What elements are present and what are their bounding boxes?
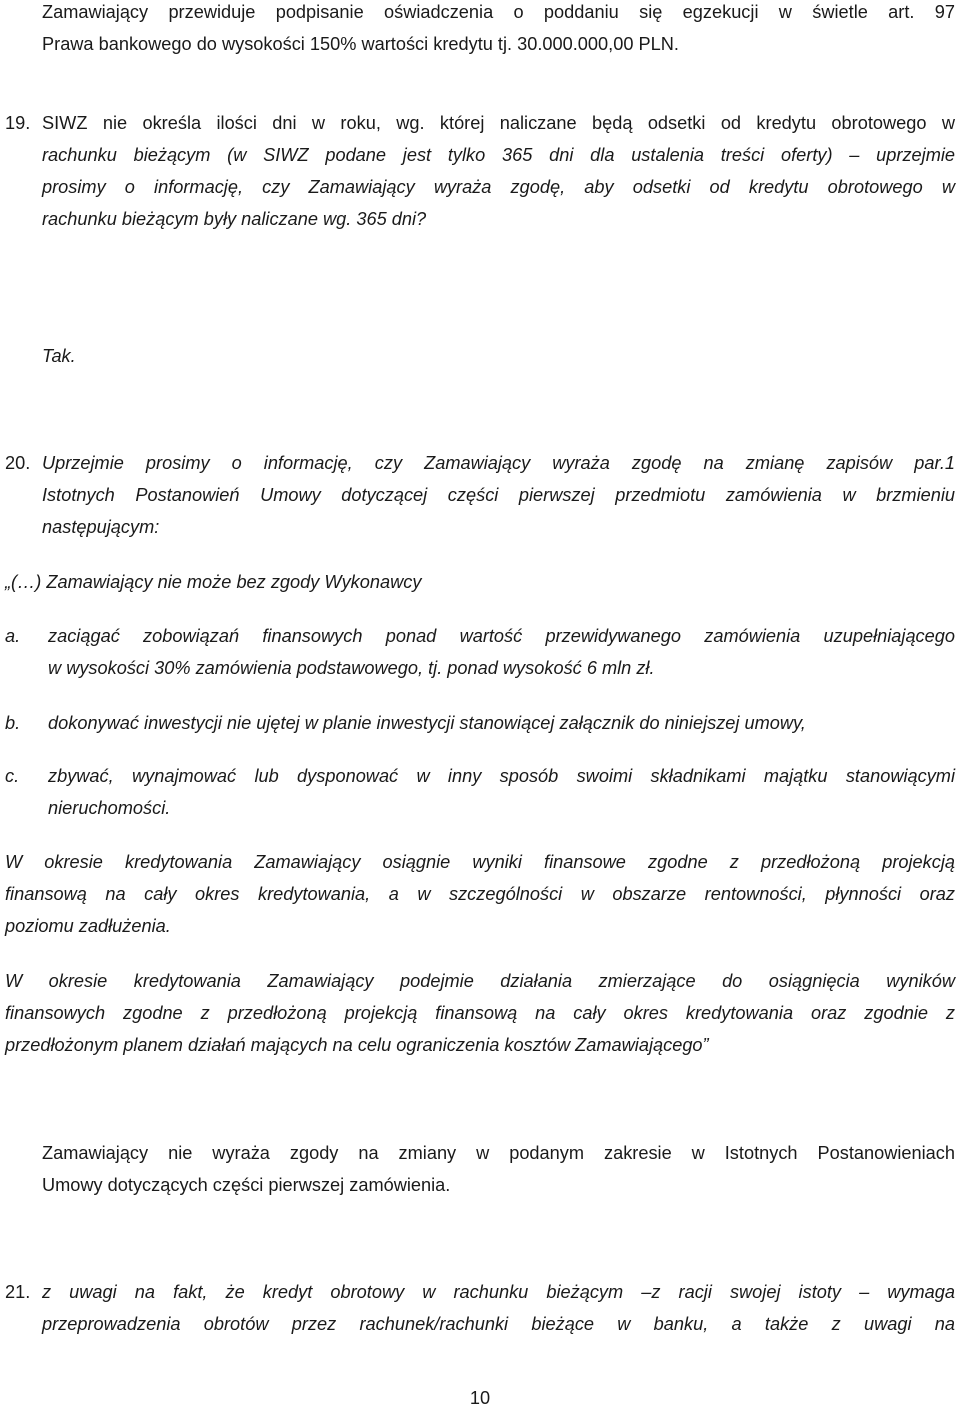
intro-line-2: Prawa bankowego do wysokości 150% wartości kredytu tj. 30.000.000,00 PLN. <box>42 34 679 54</box>
question-19-text <box>42 107 955 235</box>
question-19-line-4: rachunku bieżącym były naliczane wg. 365 dni? <box>42 209 427 229</box>
item-a-label: a. <box>5 626 21 646</box>
quote-paragraph-1 <box>5 846 955 942</box>
question-19-number: 19. <box>5 113 31 133</box>
question-19-line-2: rachunku bieżącym (w SIWZ podane jest tylko 365 dni dla ustalenia treści oferty) – uprzejmie <box>42 145 955 165</box>
item-a-line-1: zaciągać zobowiązań finansowych ponad wartość przewidywanego zamówienia uzupełniającego <box>48 626 955 646</box>
item-b-label: b. <box>5 713 21 733</box>
quote-paragraph-2-line-3: przedłożonym planem działań mających na celu ograniczenia kosztów Zamawiającego” <box>5 1035 709 1055</box>
quote-intro: „(…) Zamawiający nie może bez zgody Wykonawcy <box>5 572 422 592</box>
question-20-line-1: Uprzejmie prosimy o informację, czy Zamawiający wyraża zgodę na zmianę zapisów par.1 <box>42 453 955 473</box>
quote-paragraph-2 <box>5 965 955 1061</box>
question-20-line-2: Istotnych Postanowień Umowy dotyczącej części pierwszej przedmiotu zamówienia w brzmieniu <box>42 485 955 505</box>
quote-paragraph-2-line-1: W okresie kredytowania Zamawiający podejmie działania zmierzające do osiągnięcia wyników <box>5 971 955 991</box>
question-21-line-1: z uwagi na fakt, że kredyt obrotowy w rachunku bieżącym –z racji swojej istoty – wymaga <box>42 1282 955 1302</box>
question-19-line-1: SIWZ nie określa ilości dni w roku, wg. której naliczane będą odsetki od kredytu obrotowego w <box>42 113 955 133</box>
item-c-label: c. <box>5 766 20 786</box>
question-20-answer <box>42 1137 955 1201</box>
question-19-line-3: prosimy o informację, czy Zamawiający wyraża zgodę, aby odsetki od kredytu obrotowego w <box>42 177 955 197</box>
question-20-answer-line-1: Zamawiający nie wyraża zgody na zmiany w podanym zakresie w Istotnych Postanowieniach <box>42 1143 955 1163</box>
intro-line-1: Zamawiający przewiduje podpisanie oświadczenia o poddaniu się egzekucji w świetle art. 97 <box>42 2 955 22</box>
item-a-text <box>48 620 955 684</box>
quote-paragraph-2-line-2: finansowych zgodne z przedłożoną projekcją finansową na cały okres kredytowania oraz zgodnie z <box>5 1003 955 1023</box>
question-21-number: 21. <box>5 1282 31 1302</box>
item-a-line-2: w wysokości 30% zamówienia podstawowego, tj. ponad wysokość 6 mln zł. <box>48 658 655 678</box>
item-b-text <box>48 707 955 739</box>
quote-paragraph-1-line-3: poziomu zadłużenia. <box>5 916 171 936</box>
question-20-number: 20. <box>5 453 31 473</box>
item-b-line-1: dokonywać inwestycji nie ujętej w planie inwestycji stanowiącej załącznik do niniejszej umowy, <box>48 713 806 733</box>
question-19-answer: Tak. <box>42 346 76 366</box>
question-20-line-3: następującym: <box>42 517 160 537</box>
question-21-text <box>42 1276 955 1340</box>
quote-paragraph-1-line-1: W okresie kredytowania Zamawiający osiągnie wyniki finansowe zgodne z przedłożoną projekcją <box>5 852 955 872</box>
item-c-text <box>48 760 955 824</box>
quote-paragraph-1-line-2: finansową na cały okres kredytowania, a w szczególności w obszarze rentowności, płynności oraz <box>5 884 955 904</box>
question-20-answer-line-2: Umowy dotyczących części pierwszej zamówienia. <box>42 1175 451 1195</box>
item-c-line-2: nieruchomości. <box>48 798 171 818</box>
item-c-line-1: zbywać, wynajmować lub dysponować w inny sposób swoimi składnikami majątku stanowiącymi <box>48 766 955 786</box>
question-20-text <box>42 447 955 543</box>
page-number: 10 <box>469 1388 491 1408</box>
intro-paragraph <box>42 0 955 60</box>
question-21-line-2: przeprowadzenia obrotów przez rachunek/rachunki bieżące w banku, a także z uwagi na <box>42 1314 955 1334</box>
